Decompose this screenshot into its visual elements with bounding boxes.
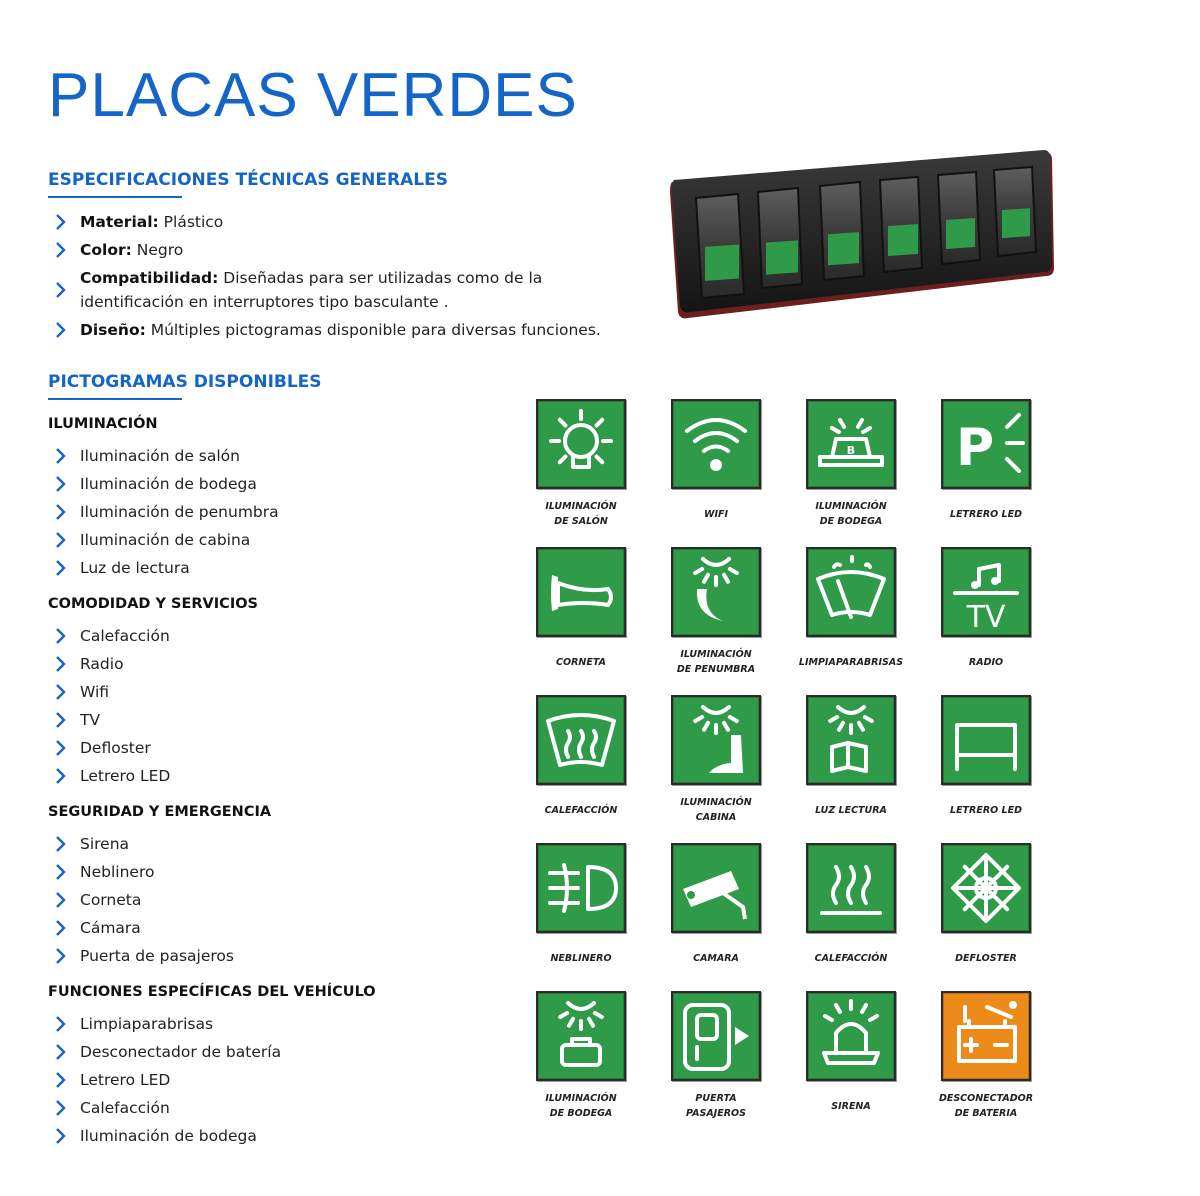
- pictogram-caption: CALEFACCIÓN: [544, 805, 618, 816]
- category-item-label: Sirena: [80, 835, 130, 853]
- spec-item: [80, 210, 612, 234]
- category-item-label: Iluminación de penumbra: [80, 503, 279, 521]
- category-heading: COMODIDAD Y SERVICIOS: [48, 596, 258, 612]
- specs-heading-rule: [48, 196, 182, 198]
- category-item-label: Iluminación de salón: [80, 447, 240, 465]
- pictogram-caption: CORNETA: [556, 657, 606, 668]
- siren-icon: [808, 993, 894, 1079]
- pictogram-tile: [941, 843, 1031, 933]
- chevron-right-icon: [52, 1043, 70, 1061]
- category-item-label: Radio: [80, 655, 124, 673]
- chevron-right-icon: [52, 891, 70, 909]
- spec-value: Plástico: [158, 213, 224, 231]
- pictogram-caption: PUERTA PASAJEROS: [686, 1093, 746, 1119]
- battery-disconnect-icon: [943, 993, 1029, 1079]
- category-item-label: Neblinero: [80, 863, 155, 881]
- category-heading: ILUMINACIÓN: [48, 416, 158, 432]
- pictogram-tile: [806, 843, 896, 933]
- chevron-right-icon: [52, 1015, 70, 1033]
- cabin-light-icon: [673, 697, 759, 783]
- camera-icon: [673, 845, 759, 931]
- led-sign-icon: [943, 401, 1029, 487]
- spec-item: [80, 266, 612, 314]
- chevron-right-icon: [52, 739, 70, 757]
- chevron-right-icon: [52, 655, 70, 673]
- chevron-right-icon: [52, 281, 70, 299]
- category-item-label: Limpiaparabrisas: [80, 1015, 214, 1033]
- defroster-icon: [943, 845, 1029, 931]
- pictogram-caption: LETRERO LED: [950, 805, 1022, 816]
- pictogram-caption: CALEFACCIÓN: [814, 953, 888, 964]
- windshield-heat-icon: [538, 697, 624, 783]
- list-item: [52, 238, 612, 262]
- chevron-right-icon: [52, 475, 70, 493]
- category-item-label: Cámara: [80, 919, 141, 937]
- pictogram-caption: RADIO: [968, 657, 1004, 668]
- spec-label: Compatibilidad:: [80, 269, 219, 287]
- chevron-right-icon: [52, 835, 70, 853]
- category-heading: SEGURIDAD Y EMERGENCIA: [48, 804, 272, 820]
- pictogram-caption: DEFLOSTER: [955, 953, 1017, 964]
- category-item-label: Corneta: [80, 891, 142, 909]
- dim-light-icon: [673, 549, 759, 635]
- pictogram-tile: [536, 547, 626, 637]
- pictogram-tile: [671, 843, 761, 933]
- pictogram-caption: NEBLINERO: [550, 953, 612, 964]
- wiper-icon: [808, 549, 894, 635]
- category-item-label: Calefacción: [80, 1099, 170, 1117]
- chevron-right-icon: [52, 241, 70, 259]
- pictogram-caption: ILUMINACIÓN DE SALÓN: [545, 501, 617, 527]
- pictograms-heading-rule: [48, 398, 182, 400]
- reading-light-icon: [808, 697, 894, 783]
- pictogram-tile: [536, 843, 626, 933]
- pictogram-tile: [941, 695, 1031, 785]
- chevron-right-icon: [52, 627, 70, 645]
- pictogram-tile: [806, 547, 896, 637]
- category-item-label: Wifi: [80, 683, 110, 701]
- spec-value: Negro: [131, 241, 184, 259]
- pictogram-tile: [536, 991, 626, 1081]
- heating-icon: [808, 845, 894, 931]
- wifi-icon: [673, 401, 759, 487]
- spec-label: Material:: [80, 213, 159, 231]
- specs-heading: ESPECIFICACIONES TÉCNICAS GENERALES: [48, 170, 448, 190]
- chevron-right-icon: [52, 213, 70, 231]
- spec-value: Diseñadas para ser utilizadas como de la identificación en interruptores tipo basculante .: [80, 269, 543, 311]
- horn-icon: [538, 549, 624, 635]
- fog-light-icon: [538, 845, 624, 931]
- category-item-label: Puerta de pasajeros: [80, 947, 234, 965]
- pictogram-tile: [671, 695, 761, 785]
- glyph: B: [846, 444, 856, 457]
- glyph: P: [955, 418, 995, 478]
- pictogram-caption: ILUMINACIÓN DE PENUMBRA: [676, 649, 756, 675]
- pictogram-tile: [941, 991, 1031, 1081]
- pictogram-caption: CAMARA: [693, 953, 739, 964]
- pictogram-tile: [941, 547, 1031, 637]
- cargo-light-icon: [808, 401, 894, 487]
- chevron-right-icon: [52, 711, 70, 729]
- category-item-label: Iluminación de cabina: [80, 531, 251, 549]
- spec-label: Diseño:: [80, 321, 146, 339]
- category-item-label: Iluminación de bodega: [80, 1127, 257, 1145]
- list-item: [52, 266, 612, 314]
- category-item-label: Desconectador de batería: [80, 1043, 282, 1061]
- pictogram-caption: LETRERO LED: [950, 509, 1022, 520]
- pictogram-caption: DESCONECTADOR DE BATERIA: [938, 1093, 1034, 1119]
- category-heading: FUNCIONES ESPECÍFICAS DEL VEHÍCULO: [48, 984, 376, 1000]
- led-sign-board-icon: [943, 697, 1029, 783]
- chevron-right-icon: [52, 559, 70, 577]
- chevron-right-icon: [52, 1071, 70, 1089]
- pictogram-tile: [671, 547, 761, 637]
- spec-value: Múltiples pictogramas disponible para diversas funciones.: [145, 321, 601, 339]
- chevron-right-icon: [52, 503, 70, 521]
- chevron-right-icon: [52, 947, 70, 965]
- category-item-label: Luz de lectura: [80, 559, 190, 577]
- pictogram-tile: [536, 695, 626, 785]
- pictogram-caption: ILUMINACIÓN DE BODEGA: [545, 1093, 617, 1119]
- pictogram-tile: [671, 399, 761, 489]
- category-item-label: Letrero LED: [80, 1071, 171, 1089]
- light-bulb-icon: [538, 401, 624, 487]
- chevron-right-icon: [52, 919, 70, 937]
- list-item: [52, 210, 612, 234]
- list-item: [52, 1124, 652, 1148]
- spec-item: [80, 238, 612, 262]
- passenger-door-icon: [673, 993, 759, 1079]
- chevron-right-icon: [52, 531, 70, 549]
- glyph: TV: [966, 600, 1006, 635]
- chevron-right-icon: [52, 1127, 70, 1145]
- pictogram-tile: [806, 991, 896, 1081]
- pictogram-caption: LUZ LECTURA: [815, 805, 887, 816]
- chevron-right-icon: [52, 1099, 70, 1117]
- pictogram-caption: WIFI: [703, 509, 729, 520]
- category-item-label: Iluminación de bodega: [80, 475, 257, 493]
- pictogram-tile: [941, 399, 1031, 489]
- pictogram-caption: LIMPIAPARABRISAS: [798, 657, 904, 668]
- category-item-label: Calefacción: [80, 627, 170, 645]
- chevron-right-icon: [52, 683, 70, 701]
- spec-item: [80, 318, 612, 342]
- chevron-right-icon: [52, 321, 70, 339]
- page-title: PLACAS VERDES: [48, 61, 578, 130]
- chevron-right-icon: [52, 863, 70, 881]
- pictogram-tile: [806, 695, 896, 785]
- pictogram-caption: SIRENA: [831, 1101, 871, 1112]
- pictogram-tile: [536, 399, 626, 489]
- rocker-switch-panel-image: [660, 148, 1060, 332]
- pictogram-caption: ILUMINACIÓN CABINA: [680, 797, 752, 823]
- category-item-label: Letrero LED: [80, 767, 171, 785]
- chevron-right-icon: [52, 767, 70, 785]
- list-item: [52, 318, 612, 342]
- cargo-bag-light-icon: [538, 993, 624, 1079]
- spec-label: Color:: [80, 241, 132, 259]
- chevron-right-icon: [52, 447, 70, 465]
- pictograms-heading: PICTOGRAMAS DISPONIBLES: [48, 372, 322, 392]
- pictogram-tile: [806, 399, 896, 489]
- radio-icon: [943, 549, 1029, 635]
- pictogram-tile: [671, 991, 761, 1081]
- pictogram-caption: ILUMINACIÓN DE BODEGA: [815, 501, 887, 527]
- category-item-label: Defloster: [80, 739, 151, 757]
- category-item-label: TV: [80, 711, 101, 729]
